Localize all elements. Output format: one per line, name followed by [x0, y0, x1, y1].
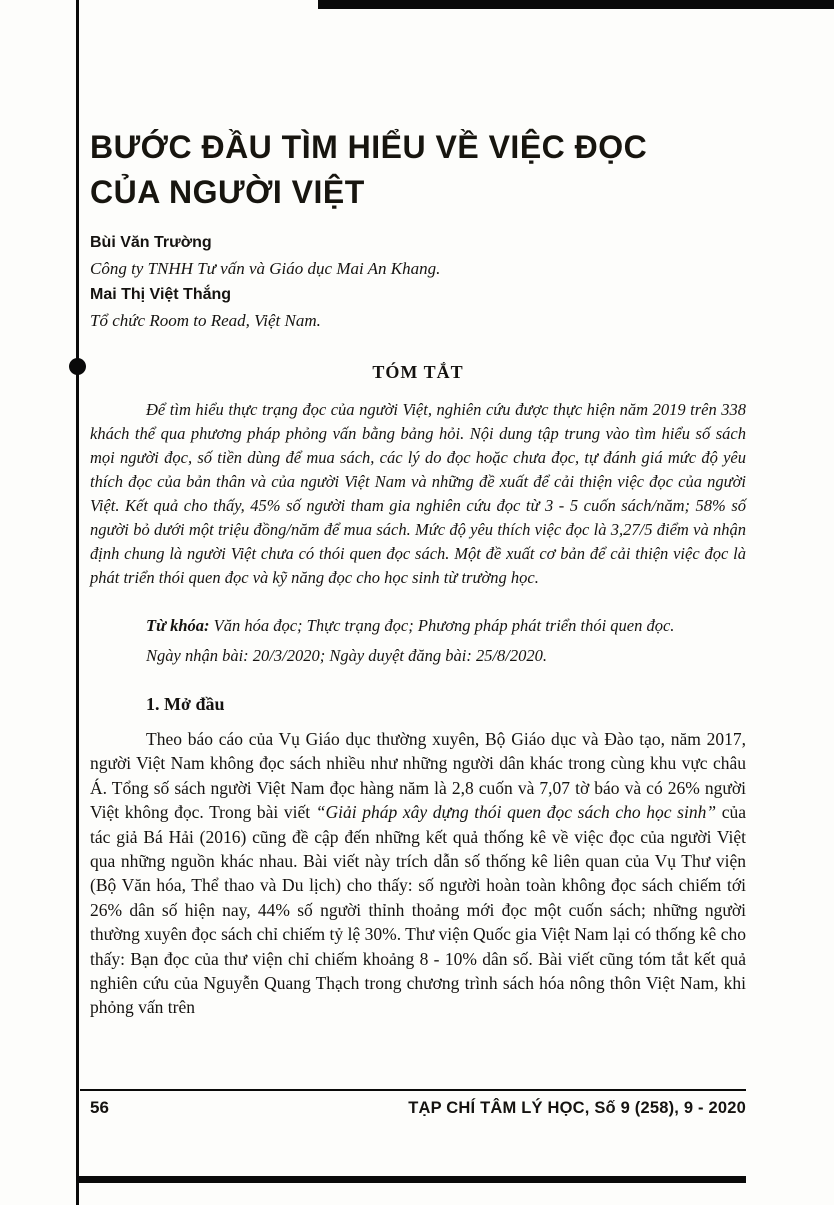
journal-reference: TẠP CHÍ TÂM LÝ HỌC, Số 9 (258), 9 - 2020 — [408, 1099, 746, 1117]
author-affiliation: Công ty TNHH Tư vấn và Giáo dục Mai An Khang. — [90, 259, 441, 278]
author-block — [90, 230, 746, 334]
author-affiliation: Tổ chức Room to Read, Việt Nam. — [90, 311, 321, 330]
article-title-line2: CỦA NGƯỜI VIỆT — [90, 174, 365, 211]
section-1-quoted-title: “Giải pháp xây dựng thói quen đọc sách cho học sinh” — [315, 802, 717, 823]
section-1-heading: 1. Mở đầu — [146, 694, 225, 714]
article-title-line1: BƯỚC ĐẦU TÌM HIỂU VỀ VIỆC ĐỌC — [90, 129, 648, 166]
section-1-paragraph — [90, 727, 746, 1020]
abstract-paragraph: Để tìm hiểu thực trạng đọc của người Việt, nghiên cứu được thực hiện năm 2019 trên 338 khách thể qua phương pháp phỏng vấn bằng bảng hỏi. Nội dung tập trung vào tìm hiểu số sách mọi người đọc, số tiền dùng để mua sách, các lý do đọc hoặc chưa đọc, tự đánh giá mức độ yêu thích đọc của bản thân và của người Việt Nam và những đề xuất để cải thiện việc đọc của người Việt. Kết quả cho thấy, 45% số người tham gia nghiên cứu đọc từ 3 - 5 cuốn sách/năm; 58% số người bỏ dưới một triệu đồng/năm để mua sách. Mức độ yêu thích việc đọc là 3,27/5 điểm và nhận định chung là người Việt chưa có thói quen đọc sách. Một đề xuất cơ bản để cải thiện việc đọc là phát triển thói quen đọc và kỹ năng đọc cho học sinh từ trường học. — [90, 400, 746, 587]
author-name: Bùi Văn Trường — [90, 234, 212, 251]
footer-divider-line — [80, 1089, 746, 1091]
keywords-label: Từ khóa: — [146, 616, 210, 635]
keywords-line — [90, 614, 802, 638]
keywords-value: Văn hóa đọc; Thực trạng đọc; Phương pháp phát triển thói quen đọc. — [209, 616, 675, 635]
scan-border-bottom — [78, 1176, 746, 1183]
author-name: Mai Thị Việt Thắng — [90, 286, 232, 303]
article-title — [90, 125, 746, 215]
binder-hole-dot — [69, 358, 86, 375]
abstract-heading: TÓM TẮT — [372, 362, 464, 382]
page-footer — [90, 1098, 746, 1118]
submission-dates-line: Ngày nhận bài: 20/3/2020; Ngày duyệt đăng bài: 25/8/2020. — [146, 646, 548, 665]
page-number: 56 — [90, 1098, 109, 1117]
section-1-text-post: của tác giả Bá Hải (2016) cũng đề cập đến những kết quả thống kê về việc đọc của người Việt qua những nguồn khác nhau. Bài viết này trích dẫn số thống kê liên quan của Vụ Thư viện (Bộ Văn hóa, Thể thao và Du lịch) cho thấy: số người hoàn toàn không đọc sách chiếm tới 26% dân số hiện nay, 44% số người thỉnh thoảng mới đọc một cuốn sách; những người thường xuyên đọc sách chỉ chiếm tỷ lệ 30%. Thư viện Quốc gia Việt Nam lại có thống kê cho thấy: Bạn đọc của thư viện chỉ chiếm khoảng 8 - 10% dân số. Bài viết cũng tóm tắt kết quả nghiên cứu của Nguyễn Quang Thạch trong chương trình sách hóa nông thôn Việt Nam, khi phỏng vấn trên — [90, 802, 746, 1018]
scan-border-top — [318, 0, 834, 9]
scan-border-left — [76, 0, 79, 1205]
section-1-text-pre: Theo báo cáo của Vụ Giáo dục thường xuyên, Bộ Giáo dục và Đào tạo, năm 2017, người Việt Nam không đọc sách nhiều như những người dân khác trong cùng khu vực châu Á. Tổng số sách người Việt Nam đọc hàng năm là 2,8 cuốn và 7,07 tờ báo và có 26% người Việt không đọc. Trong bài viết — [90, 729, 746, 823]
